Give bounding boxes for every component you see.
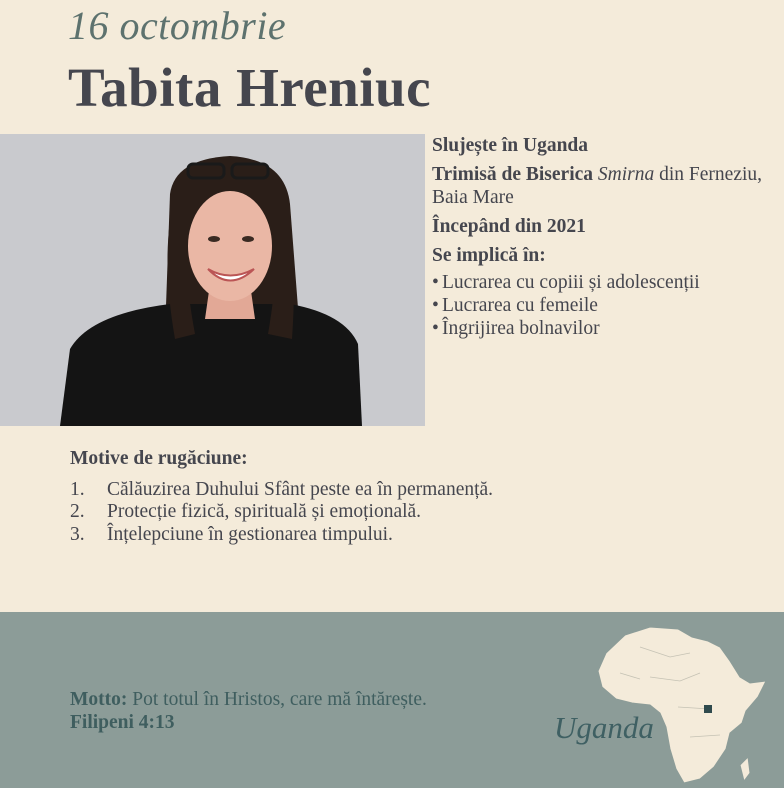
portrait-photo [0,134,425,426]
sent-by-prefix: Trimisă de Biserica [432,164,598,185]
serves-in: Slujește în Uganda [432,135,589,156]
since: Începând din 2021 [432,216,586,237]
prayer-heading: Motive de rugăciune: [70,448,248,469]
country-label: Uganda [554,710,654,745]
list-item: • Lucrarea cu femeile [432,295,598,316]
involved-heading: Se implică în: [432,245,546,266]
prayer-section [70,448,690,546]
prayer-list [70,479,690,547]
list-item: 3. Înțelepciune în gestionarea timpului. [70,523,393,545]
info-panel [432,134,777,340]
list-item: • Lucrarea cu copiii și adolescenții [432,272,700,293]
bullet-icon: • [432,318,439,339]
list-item: 2. Protecție fizică, spirituală și emoțională. [70,501,422,522]
bullet-icon: • [432,272,439,293]
bullet-icon: • [432,295,439,316]
list-item: 1. Călăuzirea Duhului Sfânt peste ea în permanență. [70,478,494,500]
motto: Motto: Pot totul în Hristos, care mă întărește. Filipeni 4:13 [70,689,427,733]
church-name: Smirna [597,164,655,185]
involved-list [432,271,777,340]
list-item: • Îngrijirea bolnavilor [432,318,600,339]
sent-by-suffix: din Ferneziu, Baia Mare [432,164,763,208]
footer-band [0,612,784,788]
sent-by [432,163,777,209]
africa-map-icon [580,617,784,788]
date-heading: 16 octombrie [68,3,287,48]
missionary-name: Tabita Hreniuc [68,57,432,118]
